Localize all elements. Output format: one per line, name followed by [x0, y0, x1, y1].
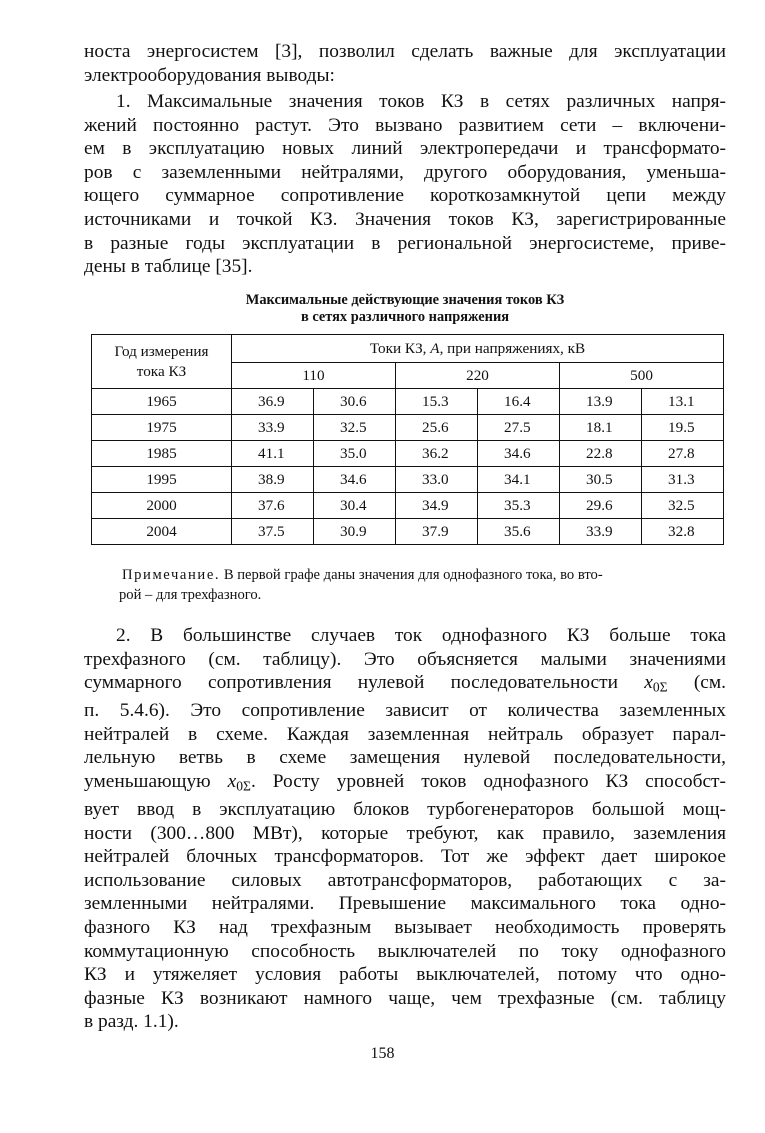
current-value-cell: 34.9 [396, 493, 478, 519]
paragraph-line: 2. В большинстве случаев ток однофазного КЗ больше тока [116, 625, 726, 646]
current-value-cell: 30.4 [314, 493, 396, 519]
paragraph-line: в разные годы эксплуатации в региональной энергосистеме, приве- [84, 232, 726, 254]
table-body [92, 389, 724, 545]
current-value-cell: 13.9 [560, 389, 642, 415]
current-value-cell: 41.1 [232, 441, 314, 467]
current-value-cell: 35.6 [478, 519, 560, 545]
current-value-cell: 38.9 [232, 467, 314, 493]
table-row [92, 441, 724, 467]
current-value-cell: 31.3 [642, 467, 724, 493]
currents-header: Токи КЗ, А, при напряжениях, кВ [232, 335, 724, 363]
paragraph-line: уменьшающую $x_{0\Sigma}$. Росту уровней токов однофазного КЗ способст- [84, 770, 726, 794]
current-value-cell: 36.2 [396, 441, 478, 467]
table-row [92, 493, 724, 519]
paragraph-line: коммутационную способность выключателей по току однофазного [84, 940, 726, 962]
symbol-subscript: 0Σ [236, 778, 251, 794]
year-cell: 2004 [92, 519, 232, 545]
current-value-cell: 34.1 [478, 467, 560, 493]
paragraph-rest [84, 798, 726, 1034]
current-value-cell: 15.3 [396, 389, 478, 415]
paragraph-line: вует ввод в эксплуатацию блоков турбогенераторов большой мощ- [84, 798, 726, 820]
table-row [92, 467, 724, 493]
note-label: Примечание. [122, 567, 221, 583]
note-line: рой – для трехфазного. [119, 587, 262, 603]
paragraph-line: 1. Максимальные значения токов КЗ в сетях различных напря- [116, 91, 726, 112]
current-value-cell: 29.6 [560, 493, 642, 519]
voltage-header-110: 110 [232, 363, 396, 389]
page-number: 158 [370, 1045, 395, 1062]
table-title-line: Максимальные действующие значения токов КЗ [245, 292, 565, 308]
table-title [84, 292, 726, 326]
current-value-cell: 18.1 [560, 415, 642, 441]
current-value-cell: 34.6 [478, 441, 560, 467]
paragraph-line: нейтралей в схеме. Каждая заземленная нейтраль образует парал- [84, 723, 726, 745]
year-column-header: Год измерения тока КЗ [92, 335, 232, 389]
point-one-paragraph [84, 90, 726, 279]
paragraph-line: дены в таблице [35]. [84, 256, 253, 278]
current-value-cell: 37.5 [232, 519, 314, 545]
paragraph-line: ем в эксплуатацию новых линий электропередачи и трансформато- [84, 138, 726, 160]
paragraph-line: ющего суммарное сопротивление короткозамкнутой цепи между [84, 185, 726, 207]
paragraph-line: п. 5.4.6). Это сопротивление зависит от количества заземленных [84, 700, 726, 722]
voltage-header-220: 220 [396, 363, 560, 389]
current-value-cell: 32.5 [642, 493, 724, 519]
year-cell: 1975 [92, 415, 232, 441]
current-value-cell: 25.6 [396, 415, 478, 441]
table-title-line: в сетях различного напряжения [300, 309, 510, 325]
paragraph-line: фазные КЗ возникают намного чаще, чем трехфазные (см. таблицу [84, 987, 726, 1009]
intro-paragraph [84, 40, 726, 87]
table-row [92, 519, 724, 545]
paragraph-line: носта энергосистем [3], позволил сделать важные для эксплуатации [84, 41, 726, 62]
current-value-cell: 30.9 [314, 519, 396, 545]
short-circuit-currents-table [91, 334, 724, 545]
current-value-cell: 33.9 [232, 415, 314, 441]
paragraph-line: трехфазного (см. таблицу). Это объясняется малыми значениями [84, 648, 726, 670]
paragraph-line: лельную ветвь в схеме замещения нулевой последовательности, [84, 747, 726, 769]
paragraph-line: жений постоянно растут. Это вызвано развитием сети – включени- [84, 114, 726, 136]
current-value-cell: 27.8 [642, 441, 724, 467]
paragraph-line: суммарного сопротивления нулевой последовательности $x_{0\Sigma}$ (см. [84, 672, 726, 695]
paragraph-line: КЗ и утяжеляет условия работы выключателей, потому что одно- [84, 964, 726, 986]
table-row [92, 415, 724, 441]
year-cell: 1995 [92, 467, 232, 493]
current-value-cell: 35.3 [478, 493, 560, 519]
paragraph-line: ров с заземленными нейтралями, другого оборудования, уменьша- [84, 161, 726, 183]
paragraph-line: фазного КЗ над трехфазным вызывает необходимость проверять [84, 916, 726, 938]
year-cell: 1965 [92, 389, 232, 415]
symbol-subscript: 0Σ [652, 679, 668, 695]
current-value-cell: 30.5 [560, 467, 642, 493]
note-line [122, 565, 726, 585]
current-value-cell: 37.9 [396, 519, 478, 545]
paragraph-line: земленными нейтралями. Превышение максимального тока одно- [84, 893, 726, 915]
year-cell: 2000 [92, 493, 232, 519]
year-cell: 1985 [92, 441, 232, 467]
current-value-cell: 36.9 [232, 389, 314, 415]
paragraph-line: в разд. 1.1). [84, 1011, 179, 1033]
current-value-cell: 19.5 [642, 415, 724, 441]
current-value-cell: 22.8 [560, 441, 642, 467]
table-row [92, 389, 724, 415]
current-value-cell: 16.4 [478, 389, 560, 415]
paragraph-line: ности (300…800 МВт), которые требуют, как правило, заземления [84, 822, 726, 844]
current-value-cell: 13.1 [642, 389, 724, 415]
note-text: В первой графе даны значения для однофазного тока, во вто- [220, 567, 603, 583]
voltage-header-500: 500 [560, 363, 724, 389]
paragraph-line: нейтралей блочных трансформаторов. Тот же эффект дает широкое [84, 846, 726, 868]
table-note [119, 565, 726, 605]
current-value-cell: 33.9 [560, 519, 642, 545]
paragraph-line: источниками и точкой КЗ. Значения токов КЗ, зарегистрированные [84, 208, 726, 230]
current-value-cell: 32.5 [314, 415, 396, 441]
paragraph-line: электрооборудования выводы: [84, 64, 335, 86]
current-value-cell: 37.6 [232, 493, 314, 519]
current-value-cell: 33.0 [396, 467, 478, 493]
current-value-cell: 34.6 [314, 467, 396, 493]
current-value-cell: 35.0 [314, 441, 396, 467]
current-value-cell: 27.5 [478, 415, 560, 441]
symbol-x: x [644, 672, 653, 694]
current-value-cell: 30.6 [314, 389, 396, 415]
point-two-paragraph [84, 624, 726, 1034]
symbol-x: x [227, 770, 237, 792]
paragraph-line: использование силовых автотрансформаторов, работающих с за- [84, 869, 726, 891]
current-value-cell: 32.8 [642, 519, 724, 545]
